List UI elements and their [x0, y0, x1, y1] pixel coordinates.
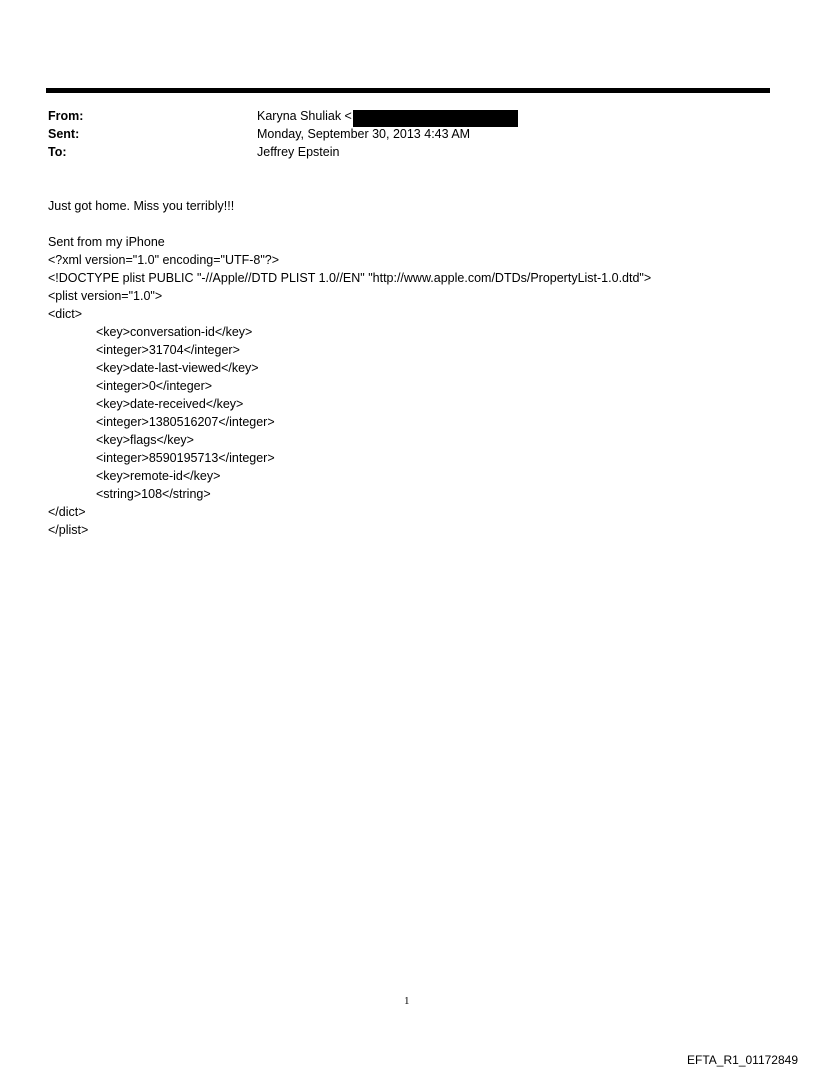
dict-line: <key>flags</key>	[96, 433, 194, 447]
dict-line: <key>conversation-id</key>	[96, 325, 253, 339]
from-value: Karyna Shuliak <	[257, 109, 352, 123]
dict-line: <key>remote-id</key>	[96, 469, 221, 483]
dict-line: <integer>31704</integer>	[96, 343, 240, 357]
header-divider-rule	[46, 88, 770, 93]
dict-close-tag: </dict>	[48, 505, 86, 519]
sent-value: Monday, September 30, 2013 4:43 AM	[257, 127, 471, 141]
sent-label: Sent:	[48, 127, 80, 141]
doctype-line: <!DOCTYPE plist PUBLIC "-//Apple//DTD PLIST 1.0//EN" "http://www.apple.com/DTDs/PropertyList-1.0.dtd">	[48, 271, 652, 285]
dict-line: <integer>0</integer>	[96, 379, 213, 393]
to-value: Jeffrey Epstein	[257, 145, 340, 159]
document-id: EFTA_R1_01172849	[687, 1053, 798, 1067]
dict-open-tag: <dict>	[48, 307, 83, 321]
plist-close-tag: </plist>	[48, 523, 89, 537]
message-text: Just got home. Miss you terribly!!!	[48, 199, 235, 213]
dict-line: <key>date-last-viewed</key>	[96, 361, 259, 375]
xml-declaration: <?xml version="1.0" encoding="UTF-8"?>	[48, 253, 280, 267]
dict-line: <integer>8590195713</integer>	[96, 451, 275, 465]
dict-line: <integer>1380516207</integer>	[96, 415, 275, 429]
dict-line: <string>108</string>	[96, 487, 211, 501]
dict-line: <key>date-received</key>	[96, 397, 244, 411]
page-number: 1	[404, 995, 410, 1007]
from-label: From:	[48, 109, 84, 123]
to-label: To:	[48, 145, 67, 159]
plist-open-tag: <plist version="1.0">	[48, 289, 163, 303]
signature-text: Sent from my iPhone	[48, 235, 165, 249]
